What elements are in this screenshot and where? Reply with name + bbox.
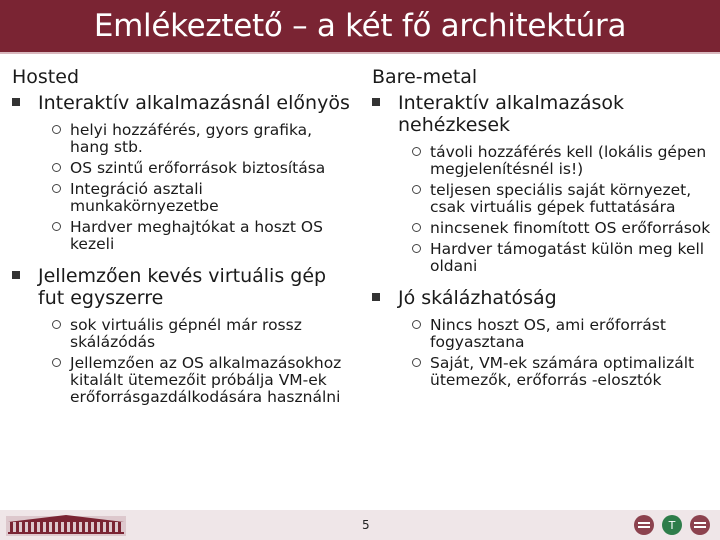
- list-item: [12, 219, 352, 253]
- circle-bullet-icon: [52, 222, 61, 231]
- page-number: 5: [362, 518, 370, 532]
- right-bullet-2-text: Jó skálázhatóság: [398, 287, 557, 309]
- list-item: [12, 355, 352, 406]
- list-item-text: sok virtuális gépnél már rossz skálázódás: [70, 316, 302, 351]
- right-bullet-1-sublist: [372, 144, 712, 275]
- list-item: [12, 160, 352, 177]
- university-logo: [4, 512, 128, 538]
- list-item: [372, 241, 712, 275]
- list-item: [12, 122, 352, 156]
- left-bullet-1-sublist: [12, 122, 352, 253]
- left-column: [12, 66, 352, 418]
- nav-home-icon[interactable]: [662, 515, 682, 535]
- list-item: [372, 317, 712, 351]
- list-item: [12, 181, 352, 215]
- list-item-text: távoli hozzáférés kell (lokális gépen megjelenítésnél is!): [430, 143, 707, 178]
- left-heading: Hosted: [12, 66, 80, 88]
- left-bullet-1: [12, 92, 352, 114]
- list-item-text: helyi hozzáférés, gyors grafika, hang stb.: [70, 121, 313, 156]
- circle-bullet-icon: [52, 358, 61, 367]
- circle-bullet-icon: [412, 244, 421, 253]
- square-bullet-icon: [372, 98, 380, 106]
- list-item-text: nincsenek finomított OS erőforrások: [430, 219, 711, 237]
- circle-bullet-icon: [412, 147, 421, 156]
- list-item-text: teljesen speciális saját környezet, csak virtuális gépek futtatására: [430, 181, 692, 216]
- list-item: [372, 220, 712, 237]
- right-bullet-2-sublist: [372, 317, 712, 389]
- circle-bullet-icon: [52, 184, 61, 193]
- square-bullet-icon: [12, 271, 20, 279]
- right-bullet-1: [372, 92, 712, 136]
- nav-forward-icon[interactable]: [690, 515, 710, 535]
- list-item: [372, 182, 712, 216]
- square-bullet-icon: [12, 98, 20, 106]
- left-bullet-1-text: Interaktív alkalmazásnál előnyös: [38, 92, 350, 114]
- square-bullet-icon: [372, 293, 380, 301]
- right-bullet-1-text: Interaktív alkalmazások nehézkesek: [398, 92, 625, 136]
- circle-bullet-icon: [412, 223, 421, 232]
- circle-bullet-icon: [412, 358, 421, 367]
- right-bullet-2: [372, 287, 712, 309]
- list-item: [12, 317, 352, 351]
- list-item-text: Nincs hoszt OS, ami erőforrást fogyasztana: [430, 316, 666, 351]
- right-heading: Bare-metal: [372, 66, 478, 88]
- list-item-text: Jellemzően az OS alkalmazásokhoz kitalált ütemezőit próbálja VM-ek erőforrásgazdálkodására használni: [70, 354, 342, 406]
- list-item-text: Hardver támogatást külön meg kell oldani: [430, 240, 705, 275]
- list-item-text: Integráció asztali munkakörnyezetbe: [70, 180, 219, 215]
- title-divider: [0, 52, 720, 54]
- nav-back-icon[interactable]: [634, 515, 654, 535]
- list-item-text: Saját, VM-ek számára optimalizált ütemezők, erőforrás -elosztók: [430, 354, 695, 389]
- circle-bullet-icon: [52, 163, 61, 172]
- circle-bullet-icon: [52, 320, 61, 329]
- list-item: [372, 355, 712, 389]
- svg-text:T: T: [668, 519, 676, 532]
- left-bullet-2-sublist: [12, 317, 352, 406]
- circle-bullet-icon: [412, 185, 421, 194]
- list-item-text: OS szintű erőforrások biztosítása: [70, 159, 326, 177]
- left-bullet-2: [12, 265, 352, 309]
- list-item-text: Hardver meghajtókat a hoszt OS kezeli: [70, 218, 323, 253]
- left-bullet-2-text: Jellemzően kevés virtuális gép fut egyszerre: [38, 265, 327, 309]
- slide-title: Emlékeztető – a két fő architektúra: [93, 8, 627, 44]
- list-item: [372, 144, 712, 178]
- circle-bullet-icon: [412, 320, 421, 329]
- circle-bullet-icon: [52, 125, 61, 134]
- navigation-controls: [632, 513, 716, 537]
- right-column: [372, 66, 712, 401]
